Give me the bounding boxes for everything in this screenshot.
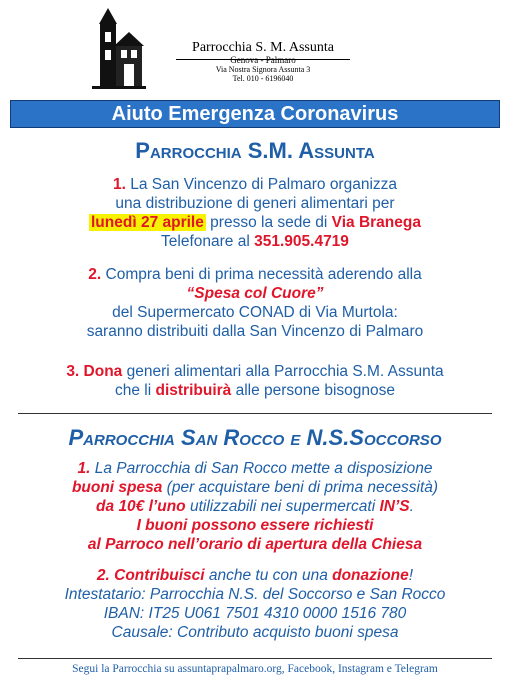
item-number: 1. (77, 460, 91, 477)
item-text: alle persone bisognose (231, 382, 396, 399)
campaign-name: “Spesa col Cuore” (186, 285, 324, 302)
account-holder: Intestatario: Parrocchia N.S. del Soccorso e San Rocco (64, 586, 446, 603)
distribution-place: Via Branega (331, 214, 421, 231)
item-text: Compra beni di prima necessità aderendo alla (101, 266, 422, 283)
item-text: generi alimentari alla Parrocchia S.M. Assunta (122, 363, 444, 380)
church-icon (86, 6, 146, 90)
voucher-value: da 10€ l’uno (96, 498, 186, 515)
item-text: (per acquistare beni di prima necessità) (162, 479, 439, 496)
donazione-word: donazione (332, 567, 409, 584)
iban: IBAN: IT25 U061 7501 4310 0000 1516 780 (103, 605, 407, 622)
parish-city: Genova - Palmaro (230, 55, 296, 65)
footer-divider (18, 658, 492, 659)
section1-item1 (0, 175, 510, 251)
section-divider (18, 413, 492, 414)
footer-text: Segui la Parrocchia su assuntaprapalmaro.org, Facebook, Instagram e Telegram (72, 663, 438, 675)
item-text: La Parrocchia di San Rocco mette a disposizione (90, 460, 433, 477)
section1-title: Parrocchia S.M. Assunta (135, 138, 375, 163)
dona-word: Dona (79, 363, 123, 380)
item-number: 2. (88, 266, 102, 283)
supermarket-name: IN’S (379, 498, 410, 515)
item-number: 3. (66, 363, 80, 380)
header-rule (176, 59, 350, 60)
distribuira-word: distribuirà (155, 382, 232, 399)
item-text: saranno distribuiti dalla San Vincenzo di Palmaro (86, 323, 424, 340)
item-text: una distribuzione di generi alimentari per (115, 195, 395, 212)
item-text: presso la sede di (205, 214, 332, 231)
causale: Causale: Contributo acquisto buoni spesa (111, 624, 399, 641)
voucher-request-2: al Parroco nell’orario di apertura della Chiesa (87, 536, 423, 553)
section2-item1 (0, 459, 510, 554)
contact-phone: 351.905.4719 (254, 233, 349, 250)
item-text: La San Vincenzo di Palmaro organizza (125, 176, 398, 193)
parish-info (158, 40, 368, 83)
item-number: 1. (112, 176, 126, 193)
header (0, 0, 510, 96)
parish-phone: Tel. 010 - 6196040 (232, 74, 294, 83)
voucher-request: I buoni possono essere richiesti (136, 517, 374, 534)
emergency-banner: Aiuto Emergenza Coronavirus (10, 100, 500, 128)
item-text: che li (114, 382, 156, 399)
item-text: ! (408, 567, 414, 584)
section1-item2 (0, 265, 510, 341)
distribution-date: lunedì 27 aprile (91, 214, 204, 231)
contribuisci-word: Contribuisci (109, 567, 205, 584)
item-text: utilizzabili nei supermercati (185, 498, 380, 515)
item-number: 2. (96, 567, 110, 584)
item-text: Telefonare al (161, 233, 255, 250)
section2-title: Parrocchia San Rocco e N.S.Soccorso (68, 425, 442, 450)
buoni-spesa: buoni spesa (71, 479, 163, 496)
section2-item2 (0, 566, 510, 642)
parish-address: Via Nostra Signora Assunta 3 (215, 65, 311, 74)
section1-item3 (0, 362, 510, 400)
item-text: anche tu con una (204, 567, 333, 584)
item-text: . (409, 498, 414, 515)
parish-name: Parrocchia S. M. Assunta (192, 40, 334, 55)
item-text: del Supermercato CONAD di Via Murtola: (112, 304, 398, 321)
